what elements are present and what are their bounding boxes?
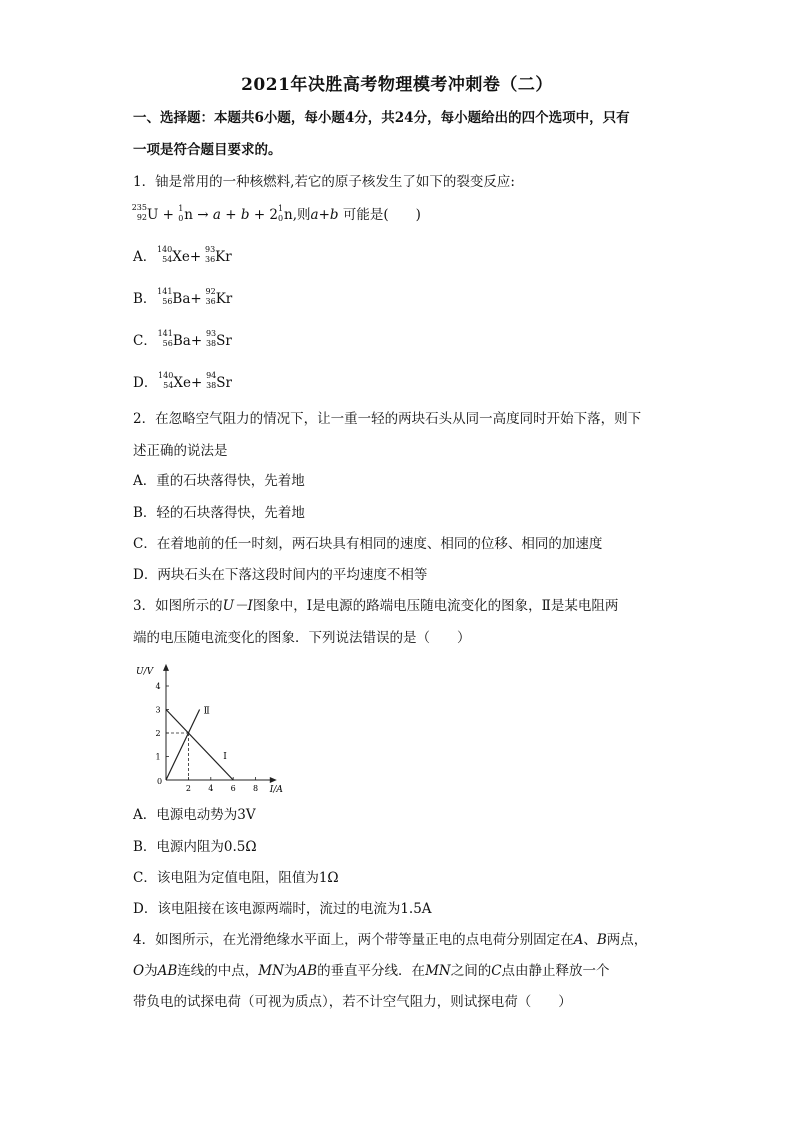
q4-text: 点由静止释放一个 bbox=[501, 963, 610, 979]
q1-option-b[interactable]: B． 141 56 Ba+ 92 36 Kr bbox=[133, 287, 233, 307]
q4-text: 、 bbox=[583, 932, 597, 948]
n-numbers: 1 0 bbox=[178, 204, 184, 223]
q4-stem bbox=[133, 930, 647, 950]
u-i-chart bbox=[130, 660, 300, 795]
q1-option-a[interactable]: A． 140 54 Xe+ 93 36 Kr bbox=[133, 245, 232, 265]
plus-sign: + bbox=[158, 207, 179, 223]
y-axis-arrow bbox=[163, 664, 169, 671]
q1-option-d[interactable]: D． 140 54 Xe+ 94 38 Sr bbox=[133, 371, 232, 391]
origin-label: 0 bbox=[157, 777, 163, 786]
q2-stem: 2．在忽略空气阻力的情况下，让一重一轻的两块石头从同一高度同时开始下落，则下 bbox=[133, 411, 642, 427]
series-label-2: Ⅱ bbox=[203, 706, 210, 717]
u-symbol: U bbox=[147, 207, 159, 223]
x-axis-arrow bbox=[270, 777, 277, 783]
n2-numbers: 1 0 bbox=[278, 204, 284, 223]
y-axis-label: U/V bbox=[136, 667, 154, 677]
q1-equation bbox=[133, 205, 421, 225]
q3-stem-part: 图象中，Ⅰ是电源的路端电压随电流变化的图象，Ⅱ是某电阻两 bbox=[252, 598, 619, 614]
n-symbol: n bbox=[184, 207, 193, 223]
point-c: C bbox=[491, 963, 502, 979]
y-tick-label: 2 bbox=[155, 729, 161, 738]
line-mn: MN bbox=[258, 963, 284, 979]
var-a: a bbox=[212, 207, 221, 223]
q3-stem-part: 3．如图所示的 bbox=[133, 598, 223, 614]
plus-two: + 2 bbox=[249, 207, 279, 223]
eq-tail: ,则 bbox=[292, 207, 311, 223]
var-b: b bbox=[240, 207, 250, 223]
q1-option-c[interactable]: C． 141 56 Ba+ 93 38 Sr bbox=[133, 329, 232, 349]
n2-symbol: n bbox=[284, 207, 293, 223]
q2-option-a[interactable]: A．重的石块落得快，先着地 bbox=[133, 473, 305, 489]
section-heading-cont: 一项是符合题目要求的。 bbox=[133, 142, 282, 158]
q2-stem-cont: 述正确的说法是 bbox=[133, 443, 228, 459]
q4-text: 为 bbox=[283, 963, 298, 979]
section-heading: 一、选择题：本题共6小题，每小题4分，共24分，每小题给出的四个选项中，只有 bbox=[133, 110, 630, 126]
q3-stem-cont: 端的电压随电流变化的图象．下列说法错误的是（ ） bbox=[133, 630, 471, 646]
q4-text: 4．如图所示，在光滑绝缘水平面上，两个带等量正电的点电荷分别固定在 bbox=[133, 932, 574, 948]
q3-option-d[interactable]: D．该电阻接在该电源两端时，流过的电流为1.5A bbox=[133, 901, 432, 917]
y-tick-label: 3 bbox=[155, 705, 161, 715]
q2-option-d[interactable]: D．两块石头在下落这段时间内的平均速度不相等 bbox=[133, 567, 428, 583]
series-line-2 bbox=[166, 710, 200, 781]
point-o: O bbox=[133, 963, 145, 979]
eq-question: 可能是( ) bbox=[338, 207, 421, 223]
series-label-1: Ⅰ bbox=[223, 751, 227, 762]
plus-sign: + bbox=[220, 207, 241, 223]
page-title: 2021年决胜高考物理模考冲刺卷（二） bbox=[241, 75, 553, 95]
segment-ab: AB bbox=[297, 963, 318, 979]
q4-text: 的垂直平分线．在 bbox=[317, 963, 426, 979]
q4-text: 两点， bbox=[606, 932, 648, 948]
series-line-1 bbox=[166, 710, 233, 781]
arrow: → bbox=[193, 207, 213, 223]
x-tick-label: 2 bbox=[185, 784, 191, 793]
y-tick-label: 4 bbox=[155, 682, 161, 691]
x-tick-label: 6 bbox=[230, 784, 236, 793]
q4-stem-cont bbox=[133, 961, 610, 981]
q3-option-b[interactable]: B．电源内阻为0.5Ω bbox=[133, 839, 257, 855]
point-b: B bbox=[596, 932, 607, 948]
q4-text: 为 bbox=[144, 963, 158, 979]
line-mn: MN bbox=[425, 963, 451, 979]
var-ab: a+b bbox=[310, 207, 339, 223]
q1-stem: 1．铀是常用的一种核燃料,若它的原子核发生了如下的裂变反应: bbox=[133, 174, 515, 190]
q4-text: 之间的 bbox=[450, 963, 492, 979]
q3-option-c[interactable]: C．该电阻为定值电阻，阻值为1Ω bbox=[133, 870, 339, 886]
u-i-label: U－I bbox=[222, 598, 253, 614]
q2-option-c[interactable]: C．在着地前的任一时刻，两石块具有相同的速度、相同的位移、相同的加速度 bbox=[133, 536, 603, 552]
u-isotope-numbers: 235 92 bbox=[131, 203, 147, 222]
x-tick-label: 4 bbox=[208, 784, 214, 793]
y-tick-label: 1 bbox=[155, 752, 161, 762]
q4-text: 连线的中点， bbox=[177, 963, 259, 979]
point-a: A bbox=[573, 932, 584, 948]
segment-ab: AB bbox=[157, 963, 178, 979]
x-tick-label: 8 bbox=[253, 784, 259, 793]
q3-stem bbox=[133, 596, 618, 616]
q3-option-a[interactable]: A．电源电动势为3V bbox=[133, 807, 256, 823]
q4-stem-cont2: 带负电的试探电荷（可视为质点），若不计空气阻力，则试探电荷（ ） bbox=[133, 994, 572, 1010]
q2-option-b[interactable]: B．轻的石块落得快，先着地 bbox=[133, 505, 305, 521]
x-axis-label: I/A bbox=[269, 785, 283, 795]
